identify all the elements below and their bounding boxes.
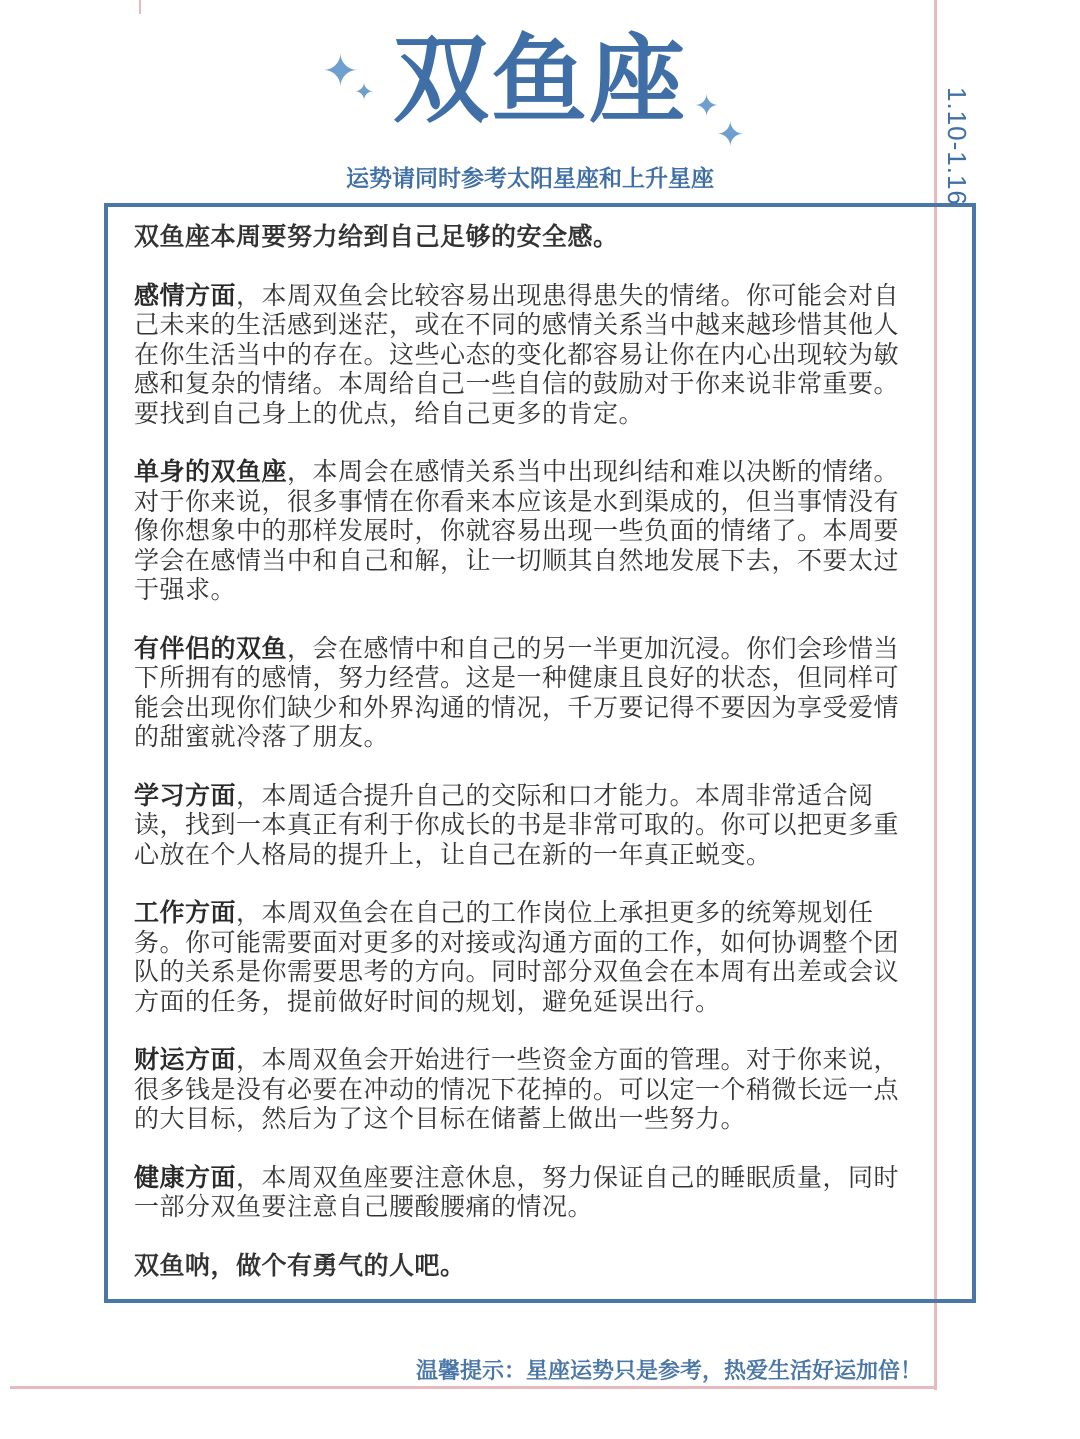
section-single [134, 457, 924, 605]
section-health [134, 1163, 924, 1222]
section-wealth [134, 1045, 924, 1134]
sparkle-icon: ✦ [716, 115, 745, 155]
section-heading: 工作方面 [134, 898, 237, 927]
section-partnered [134, 634, 924, 752]
closing-line: 双鱼呐，做个有勇气的人吧。 [134, 1250, 466, 1280]
section-heading: 财运方面 [134, 1045, 237, 1074]
decorative-tick [139, 0, 141, 14]
horoscope-content [134, 222, 924, 1309]
sparkle-icon: ✦ [354, 78, 375, 106]
section-text: ，会在感情中和自己的另一半更加沉浸。你们会珍惜当下所拥有的感情，努力经营。这是一种健康且良好的状态，但同样可能会出现你们缺少和外界沟通的情况，千万要记得不要因为享受爱情的甜蜜就冷落了朋友。 [134, 633, 900, 751]
section-text: ，本周双鱼会开始进行一些资金方面的管理。对于你来说，很多钱是没有必要在冲动的情况下花掉的。可以定一个稍微长远一点的大目标，然后为了这个目标在储蓄上做出一些努力。 [134, 1045, 900, 1133]
section-heading: 单身的双鱼座 [134, 457, 288, 486]
section-text: ，本周双鱼会在自己的工作岗位上承担更多的统筹规划任务。你可能需要面对更多的对接或沟通方面的工作，如何协调整个团队的关系是你需要思考的方向。同时部分双鱼会在本周有出差或会议方面的任务，提前做好时间的规划，避免延误出行。 [134, 898, 900, 1016]
section-text: ，本周双鱼会比较容易出现患得患失的情绪。你可能会对自己未来的生活感到迷茫，或在不同的感情关系当中越来越珍惜其他人在你生活当中的存在。这些心态的变化都容易让你在内心出现较为敏感和复杂的情绪。本周给自己一些自信的鼓励对于你来说非常重要。要找到自己身上的优点，给自己更多的肯定。 [134, 280, 900, 428]
section-text: ，本周双鱼座要注意休息，努力保证自己的睡眠质量，同时一部分双鱼要注意自己腰酸腰痛的情况。 [134, 1162, 900, 1221]
section-study [134, 781, 924, 870]
page-subtitle: 运势请同时参考太阳星座和上升星座 [346, 166, 714, 192]
decorative-horizontal-line [10, 1386, 937, 1389]
section-heading: 学习方面 [134, 780, 237, 810]
section-text: ，本周适合提升自己的交际和口才能力。本周非常适合阅读，找到一本真正有利于你成长的书是非常可取的。你可以把更多重心放在个人格局的提升上，让自己在新的一年真正蜕变。 [134, 780, 900, 869]
section-text: ，本周会在感情关系当中出现纠结和难以决断的情绪。对于你来说，很多事情在你看来本应该是水到渠成的，但当事情没有像你想象中的那样发展时，你就容易出现一些负面的情绪了。本周要学会在感情当中和自己和解，让一切顺其自然地发展下去，不要太过于强求。 [134, 457, 900, 604]
sparkle-icon: ✦ [322, 46, 359, 97]
section-love [134, 281, 924, 429]
intro-line: 双鱼座本周要努力给到自己足够的安全感。 [134, 222, 619, 251]
footer-tip: 温馨提示：星座运势只是参考，热爱生活好运加倍！ [415, 1359, 922, 1384]
sparkle-icon: ✦ [694, 89, 720, 124]
date-range: 1.10-1.16 [942, 86, 972, 206]
section-heading: 有伴侣的双鱼 [134, 633, 288, 663]
page-title: 双鱼座 [393, 24, 687, 136]
section-work [134, 898, 924, 1016]
section-heading: 健康方面 [134, 1162, 237, 1192]
section-heading: 感情方面 [134, 280, 237, 310]
